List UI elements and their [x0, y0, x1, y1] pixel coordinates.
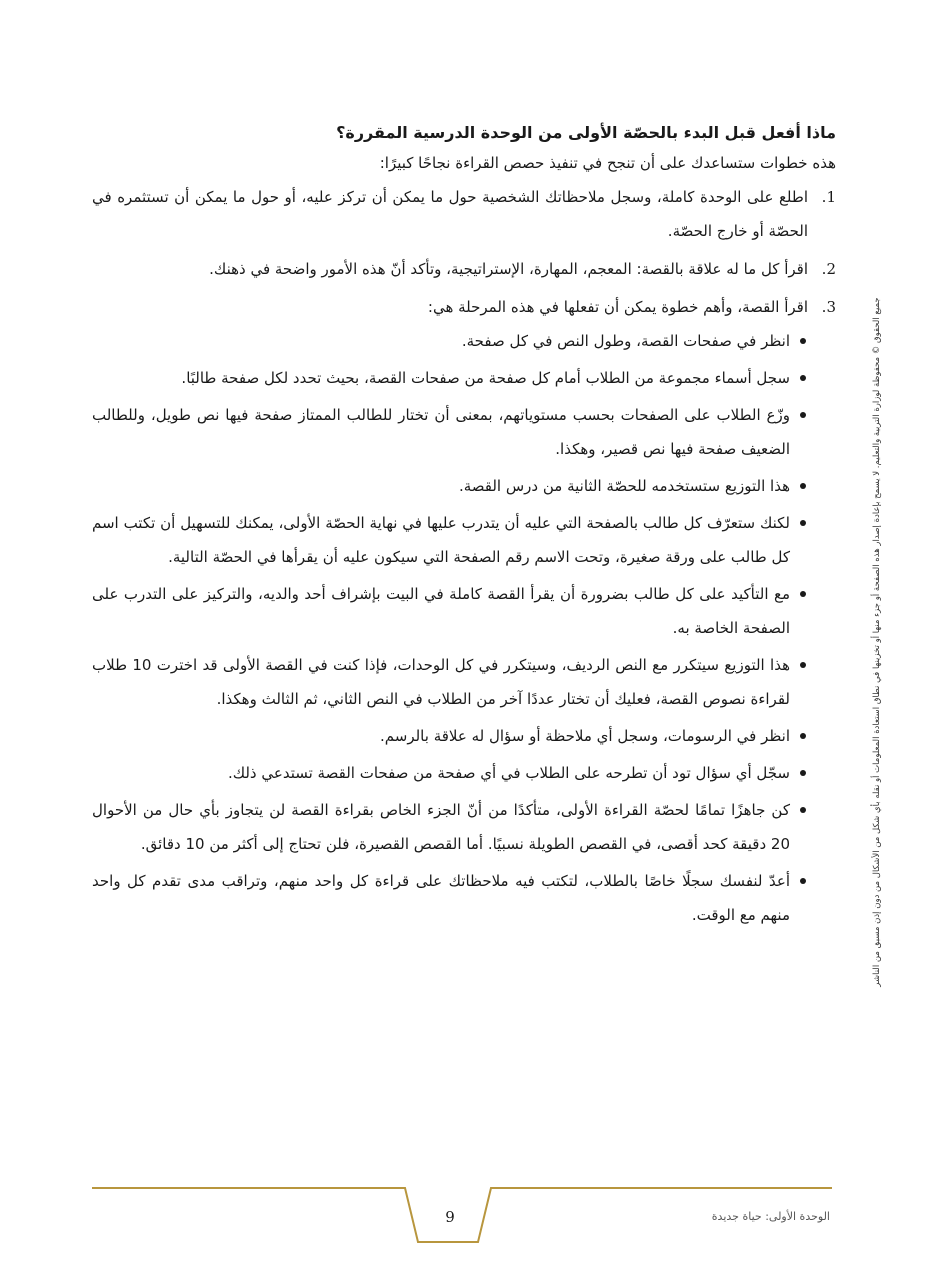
section-heading: ماذا أفعل قبل البدء بالحصّة الأولى من الوحدة الدرسية المقررة؟ [336, 123, 836, 142]
bullet-item [92, 577, 808, 645]
bullet-item [92, 361, 808, 395]
unit-title: الوحدة الأولى: حياة جديدة [711, 1210, 830, 1223]
bullet-item [92, 719, 808, 753]
bullet-item [92, 398, 808, 466]
step-text: اقرأ القصة، وأهم خطوة يمكن أن تفعلها في هذه المرحلة هي: [427, 298, 808, 316]
step-number: 1. [821, 188, 836, 206]
bullet-list [92, 324, 808, 932]
step-text: اقرأ كل ما له علاقة بالقصة: المعجم، المهارة، الإستراتيجية، وتأكد أنّ هذه الأمور واضحة في ذهنك. [209, 260, 808, 278]
bullet-dot-icon [800, 733, 806, 739]
bullet-text: هذا التوزيع سيتكرر مع النص الرديف، وسيتكرر في كل الوحدات، فإذا كنت في القصة الأولى قد اخترت 10 طلاب لقراءة نصوص القصة، فعليك أن تختار عددًا آخر من الطلاب في النص الثاني، ثم الثالث وهكذا. [92, 656, 791, 708]
bullet-dot-icon [800, 375, 806, 381]
bullet-item [92, 648, 808, 716]
bullet-dot-icon [800, 520, 806, 526]
step-text: اطلع على الوحدة كاملة، وسجل ملاحظاتك الشخصية حول ما يمكن أن تركز عليه، أو حول ما يمكن أن تستثمره في الحصّة أو خارج الحصّة. [92, 188, 808, 240]
bullet-item [92, 864, 808, 932]
bullet-item [92, 793, 808, 861]
bullet-dot-icon [800, 878, 806, 884]
bullet-text: أعدّ لنفسك سجلًا خاصًا بالطلاب، لتكتب فيه ملاحظاتك على قراءة كل واحد منهم، وتراقب مدى تقدم كل واحد منهم مع الوقت. [92, 872, 790, 924]
bullet-text: مع التأكيد على كل طالب بضرورة أن يقرأ القصة كاملة في البيت بإشراف أحد والديه، والتركيز على التدرب على الصفحة الخاصة به. [92, 585, 790, 637]
bullet-text: انظر في الرسومات، وسجل أي ملاحظة أو سؤال له علاقة بالرسم. [380, 727, 790, 745]
bullet-item [92, 756, 808, 790]
bullet-dot-icon [800, 807, 806, 813]
step-item [92, 180, 836, 248]
step-number: 3. [821, 298, 836, 316]
page-content [92, 118, 836, 936]
bullet-text: انظر في صفحات القصة، وطول النص في كل صفحة. [461, 332, 790, 350]
copyright-notice: جميع الحقوق © محفوظة لوزارة التربية والتعليم. لا يسمح بإعادة إصدار هذه الصفحة أو جزء منها أو تخزينها في نطاق استعادة المعلومات أو نقله بأي شكل من الأشكال من دون إذن مسبق من الناشر [872, 297, 882, 987]
bullet-item [92, 469, 808, 503]
bullet-dot-icon [800, 591, 806, 597]
bullet-dot-icon [800, 662, 806, 668]
steps-list [92, 180, 836, 932]
bullet-text: كن جاهزًا تمامًا لحصّة القراءة الأولى، متأكدًا من أنّ الجزء الخاص بقراءة القصة لن يتجاوز بأي حال من الأحوال 20 دقيقة كحد أقصى، في القصص الطويلة نسبيًا. أما القصص القصيرة، فلن تحتاج إلى أكثر من 10 دقائق. [92, 801, 790, 853]
bullet-text: سجّل أي سؤال تود أن تطرحه على الطلاب في أي صفحة من صفحات القصة تستدعي ذلك. [227, 764, 790, 782]
bullet-dot-icon [800, 338, 806, 344]
bullet-text: لكنك ستعرّف كل طالب بالصفحة التي عليه أن يتدرب عليها في نهاية الحصّة الأولى، يمكنك للتسهيل أن تكتب اسم كل طالب على ورقة صغيرة، وتحت الاسم رقم الصفحة التي سيكون عليه أن يقرأها في الحصّة التالية. [92, 514, 790, 566]
bullet-text: سجل أسماء مجموعة من الطلاب أمام كل صفحة من صفحات القصة، بحيث تحدد لكل صفحة طالبًا. [181, 369, 790, 387]
bullet-dot-icon [800, 770, 806, 776]
step-item [92, 290, 836, 932]
bullet-text: وزّع الطلاب على الصفحات بحسب مستوياتهم، بمعنى أن تختار للطالب الممتاز صفحة فيها نص طويل، وللطالب الضعيف صفحة فيها نص قصير، وهكذا. [92, 406, 790, 458]
bullet-item [92, 506, 808, 574]
step-item [92, 252, 836, 286]
bullet-dot-icon [800, 412, 806, 418]
bullet-dot-icon [800, 483, 806, 489]
intro-text: هذه خطوات ستساعدك على أن تنجح في تنفيذ حصص القراءة نجاحًا كبيرًا: [379, 154, 836, 172]
copyright-margin [868, 282, 886, 1002]
page-number: 9 [445, 1208, 455, 1226]
bullet-item [92, 324, 808, 358]
bullet-text: هذا التوزيع ستستخدمه للحصّة الثانية من درس القصة. [458, 477, 790, 495]
step-number: 2. [821, 260, 836, 278]
